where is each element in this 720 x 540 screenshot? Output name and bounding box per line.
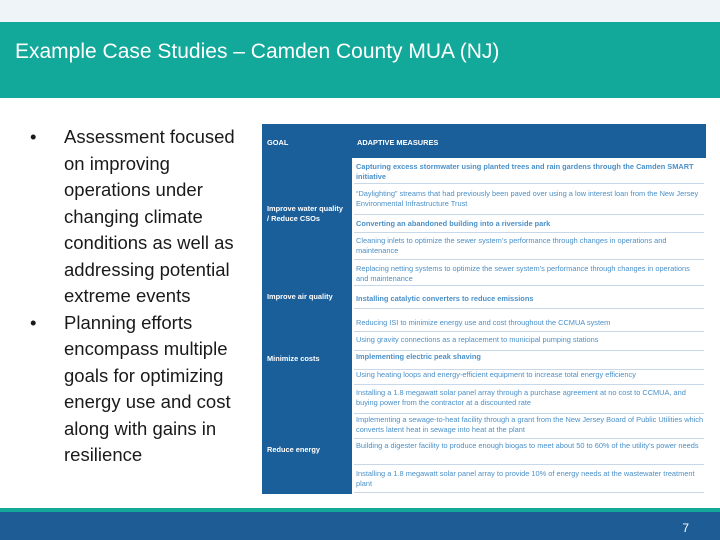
table-row: Cleaning inlets to optimize the sewer system’s performance through changes in operations and maintenance [354, 236, 704, 260]
table-row: Implementing a sewage-to-heat facility through a grant from the New Jersey Board of Public Utilities which converts latent heat in sewage into heat at the plant [354, 415, 704, 439]
bullet-item [30, 124, 258, 310]
bullet-text: Planning efforts encompass multiple goals for optimizing energy use and cost along with gains in resilience [64, 311, 231, 465]
header-goal: GOAL [267, 138, 289, 147]
table-row: Reducing ISI to minimize energy use and cost throughout the CCMUA system [354, 318, 704, 332]
table-row: Converting an abandoned building into a riverside park [354, 219, 704, 233]
goal-air-quality: Improve air quality [267, 292, 333, 301]
goal-reduce-energy: Reduce energy [267, 445, 320, 454]
table-header [262, 124, 706, 158]
table-row: Replacing netting systems to optimize the sewer system’s performance through changes in operations and maintenance [354, 264, 704, 286]
table-row: Implementing electric peak shaving [354, 352, 704, 370]
goal-minimize-costs: Minimize costs [267, 354, 320, 363]
bullet-text: Assessment focused on improving operations under changing climate conditions as well as addressing potential extreme events [64, 126, 235, 306]
table-row: Using heating loops and energy-efficient equipment to increase total energy efficiency [354, 370, 704, 385]
footer-bar [0, 508, 720, 540]
slide-title-bar [0, 22, 720, 98]
goal-column [262, 158, 352, 494]
bullet-item [30, 310, 258, 469]
page-number: 7 [682, 521, 689, 535]
bullet-marker: • [30, 311, 37, 333]
header-adaptive-measures: ADAPTIVE MEASURES [357, 138, 439, 147]
table-row: Installing a 1.8 megawatt solar panel array through a purchase agreement at no cost to CCMUA, and buying power from the contractor at a discounted rate [354, 388, 704, 414]
slide-title: Example Case Studies – Camden County MUA (NJ) [15, 40, 500, 63]
bullet-list [30, 124, 258, 469]
table-row: Using gravity connections as a replacement to municipal pumping stations [354, 335, 704, 351]
table-row: “Daylighting” streams that had previously been paved over using a low interest loan from the New Jersey Environmental Infrastructure Trust [354, 189, 704, 215]
goal-water-quality: Improve water quality / Reduce CSOs [267, 204, 343, 223]
adaptive-measures-table [262, 124, 706, 494]
table-row: Building a digester facility to produce enough biogas to meet about 50 to 60% of the utility’s power needs [354, 441, 704, 465]
table-row: Installing catalytic converters to reduce emissions [354, 294, 704, 309]
table-row: Installing a 1.8 megawatt solar panel array to provide 10% of energy needs at the wastewater treatment plant [354, 469, 704, 493]
table-row: Capturing excess stormwater using planted trees and rain gardens through the Camden SMART initiative [354, 162, 704, 184]
top-strip [0, 0, 720, 22]
bullet-marker: • [30, 126, 37, 147]
